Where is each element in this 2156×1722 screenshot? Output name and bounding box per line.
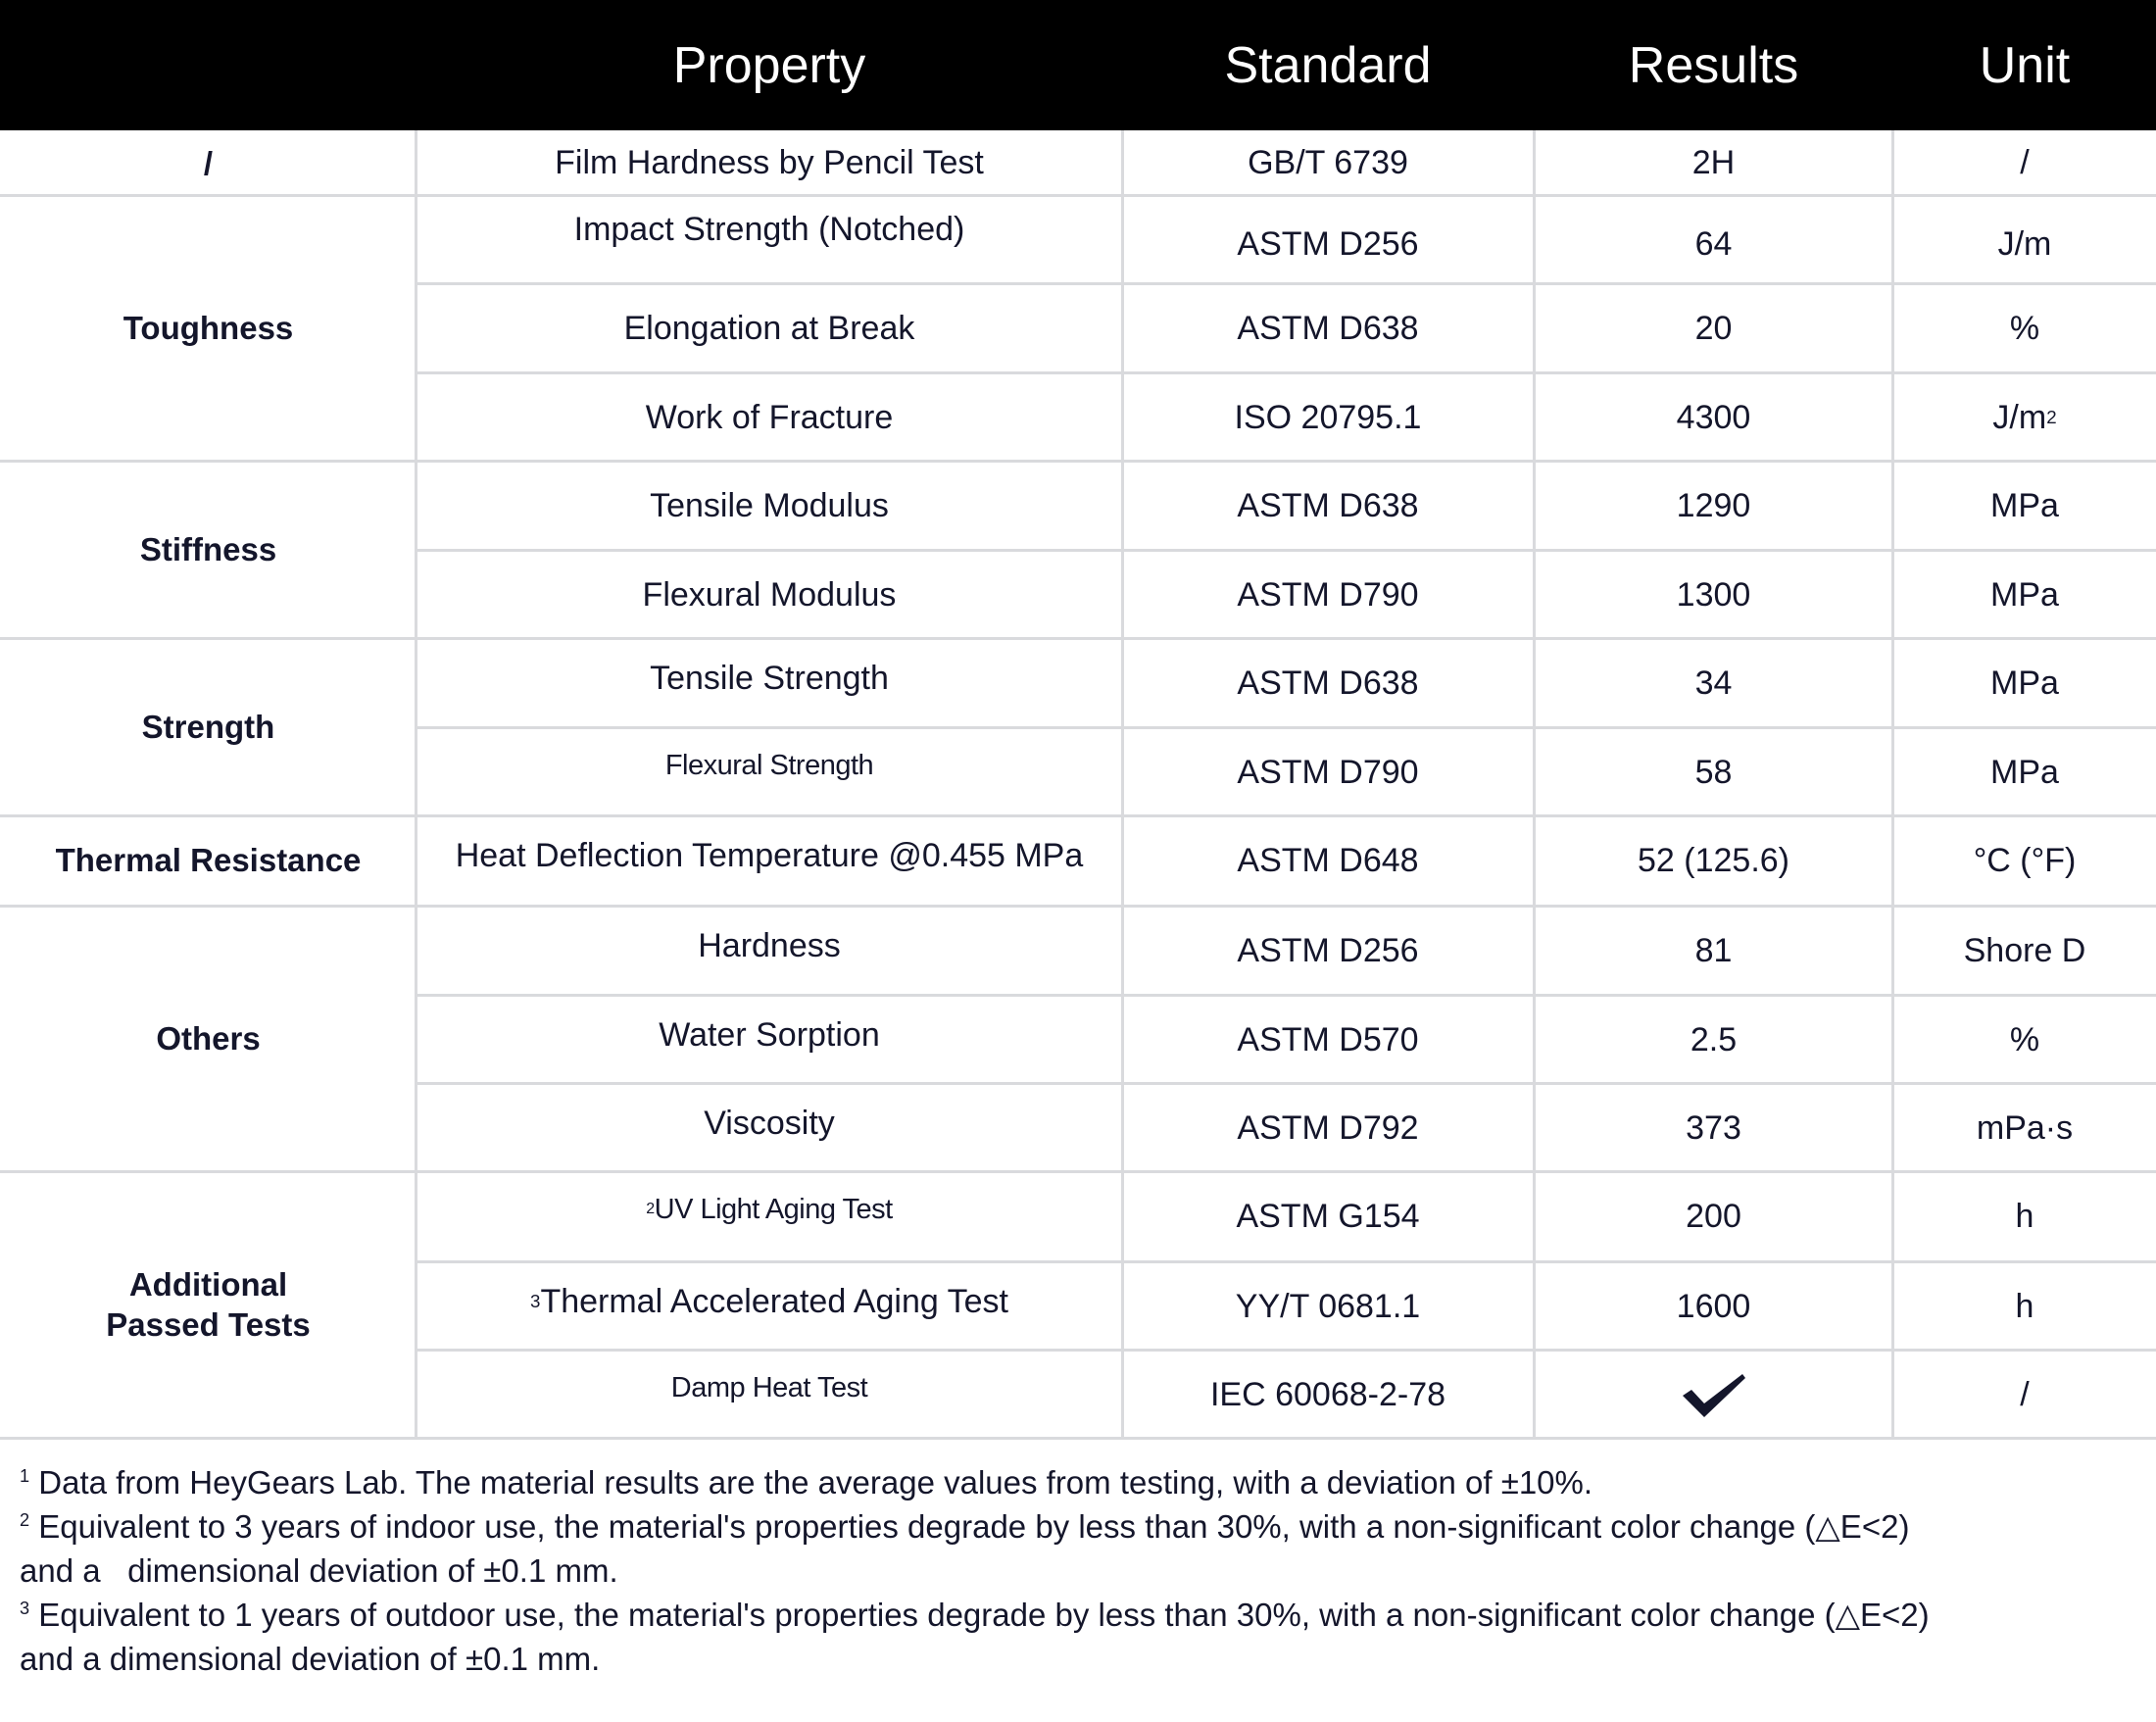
table-cell-result: 1290 [1676,486,1751,524]
table-cell-standard: ASTM D792 [1237,1108,1419,1147]
table-cell-property: Viscosity [704,1104,835,1142]
table-cell-property: 2 UV Light Aging Test [646,1193,893,1225]
table-cell-standard: YY/T 0681.1 [1235,1287,1421,1325]
table-cell-result: 4300 [1676,398,1751,436]
table-cell-property: Impact Strength (Notched) [573,210,965,248]
table-cell-standard: ISO 20795.1 [1234,398,1422,436]
table-cell-unit: h [2015,1287,2034,1325]
footnote-1 [20,1460,2146,1504]
table-cell-property: Flexural Strength [664,749,874,781]
table-cell-result: 373 [1686,1108,1741,1147]
table-cell-standard: ASTM D638 [1237,664,1419,702]
table-cell-unit: MPa [1990,664,2059,702]
category-others: Others [156,1019,261,1057]
category-additional-passed-tests [0,1171,416,1437]
table-cell-result: 2H [1691,143,1736,181]
table-cell-unit: / [2020,143,2030,181]
table-cell-result: 2.5 [1690,1020,1738,1058]
footnote-text: Equivalent to 3 years of indoor use, the material's properties degrade by less than 30%, with a non-significant color change (△E<2) [29,1508,1910,1545]
table-cell-property: Elongation at Break [623,309,915,347]
footnote-mark: 3 [20,1599,30,1618]
property-text: UV Light Aging Test [654,1193,893,1225]
footnotes [20,1460,2146,1681]
footnote-text: Equivalent to 1 years of outdoor use, the material's properties degrade by less than 30%, with a non-significant color change (△E<2) [29,1597,1930,1633]
table-cell-unit: MPa [1990,575,2059,614]
table-cell-result: 64 [1694,224,1733,263]
table-cell-property: Tensile Strength [650,659,889,697]
table-cell-standard: ASTM G154 [1236,1197,1420,1235]
table-cell-unit: J/m 2 [1992,398,2057,436]
unit-text: J/m [1992,398,2047,436]
table-cell-property: Work of Fracture [645,398,894,436]
category-toughness: Toughness [122,309,294,346]
footnote-3-continuation: and a dimensional deviation of ±0.1 mm. [20,1641,601,1677]
column-header-standard: Standard [1224,36,1432,94]
table-cell-property: Tensile Modulus [650,486,889,524]
table-cell-unit: mPa·s [1976,1108,2074,1147]
table-cell-property: Water Sorption [659,1015,880,1054]
table-cell-result: 81 [1694,931,1733,969]
table-cell-result [1534,1351,1893,1439]
category-strength: Strength [141,708,275,745]
table-cell-standard: ASTM D638 [1237,309,1419,347]
category-additional-line2: Passed Tests [106,1305,311,1343]
table-cell-result: 34 [1694,664,1733,702]
footnote-2 [20,1504,2146,1549]
table-cell-result: 200 [1686,1197,1741,1235]
table-cell-property: Flexural Modulus [642,575,897,614]
table-cell-standard: ASTM D648 [1237,842,1419,879]
table-cell-result: 58 [1694,753,1733,791]
table-cell-result: 52 (125.6) [1638,842,1789,879]
column-header-unit: Unit [1979,36,2071,94]
table-cell-property: Film Hardness by Pencil Test [555,143,984,181]
footnote-3 [20,1593,2146,1637]
table-cell-property: Damp Heat Test [670,1371,868,1403]
table-cell-standard: ASTM D256 [1237,224,1419,263]
table-cell-standard: ASTM D570 [1237,1020,1419,1058]
table-cell-unit: Shore D [1963,931,2086,969]
table-cell-unit: h [2015,1197,2034,1235]
table-cell-unit: % [2009,309,2040,347]
table-cell-property: Heat Deflection Temperature @0.455 MPa [455,837,1084,874]
column-header-property: Property [672,36,866,94]
table-cell-result: 20 [1694,309,1733,347]
table-cell-standard: ASTM D638 [1237,486,1419,524]
footnote-mark: 2 [20,1510,30,1530]
table-cell-standard: GB/T 6739 [1248,143,1408,181]
footnote-text: Data from HeyGears Lab. The material results are the average values from testing, with a deviation of ±10%. [29,1464,1593,1501]
table-cell-property: 3 Thermal Accelerated Aging Test [530,1282,1008,1320]
table-cell-result: 1600 [1676,1287,1751,1325]
table-cell-property: Hardness [698,926,841,964]
footnote-mark: 1 [20,1466,30,1486]
category-thermal-resistance: Thermal Resistance [55,842,362,878]
table-header [0,0,2156,130]
property-text: Thermal Accelerated Aging Test [540,1282,1008,1320]
footnote-2-continuation: and a dimensional deviation of ±0.1 mm. [20,1552,618,1589]
table-cell-unit: / [2020,1375,2030,1413]
table-cell-unit: J/m [1997,224,2052,263]
table-cell-unit: MPa [1990,753,2059,791]
checkmark-icon [1680,1370,1748,1419]
column-header-results: Results [1628,36,1799,94]
table-cell-unit: % [2009,1020,2040,1058]
table-cell-standard: IEC 60068-2-78 [1209,1375,1446,1413]
table-cell-result: 1300 [1676,575,1751,614]
category-none: / [203,144,214,181]
category-additional-line1: Additional [128,1265,288,1303]
table-cell-standard: ASTM D256 [1237,931,1419,969]
table-cell-standard: ASTM D790 [1237,575,1419,614]
table-cell-unit: °C (°F) [1973,842,2077,879]
category-stiffness: Stiffness [139,530,277,567]
table-cell-standard: ASTM D790 [1237,753,1419,791]
table-cell-unit: MPa [1990,486,2059,524]
